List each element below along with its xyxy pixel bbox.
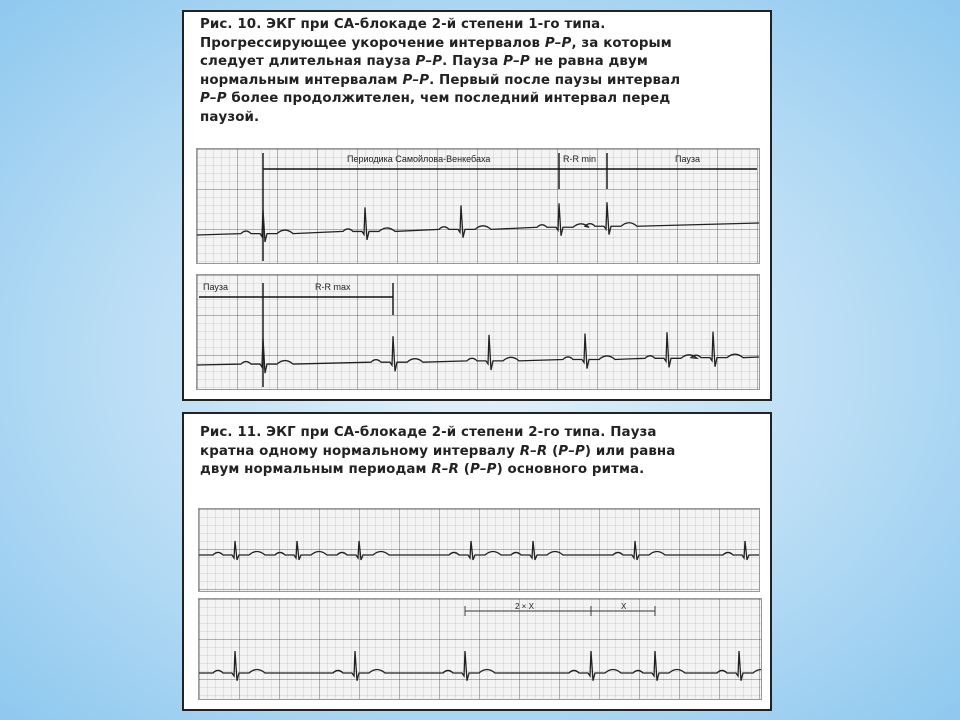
caption-text: паузой. [200,109,260,125]
caption-term: R–R [519,443,548,459]
label-pause: Пауза [203,282,229,292]
caption-term: P–P [415,54,443,69]
caption-text: двум нормальным периодам [200,462,432,477]
caption-text: ) или равна [584,443,676,459]
caption-text: не равна двум [529,54,648,69]
caption-text: следует длительная пауза [200,54,416,69]
caption-text: . Первый после паузы интервал [429,72,681,88]
caption-text: кратна одному нормальному интервалу [200,443,520,459]
label-x: X [621,602,627,611]
ecg-trace [199,651,761,681]
caption-term: P–P [503,54,530,69]
label-rr-min: R-R min [563,154,596,164]
caption-term: P–P [402,72,430,88]
ecg-strip-fig11-bottom [198,598,762,700]
figure-10-number: Рис. 10. [200,17,262,32]
label-rr-max: R-R max [315,282,351,292]
caption-text: , за которым [571,35,672,51]
figure-11-number: Рис. 11. [200,425,262,440]
figure-11-caption [200,424,756,480]
caption-text: ЭКГ при СА-блокаде 2-й степени 1-го типа. [266,17,606,32]
label-period: Периодика Самойлова-Венкебаха [347,154,491,164]
ecg-trace-svg [199,599,761,699]
caption-text: ( [547,443,559,459]
ecg-trace [199,541,759,560]
caption-term: P–P [558,443,585,459]
figure-10-caption [200,16,756,127]
ecg-strip-fig10-top [196,148,760,264]
ecg-strip-fig10-bottom [196,274,760,390]
figure-10-panel [182,10,772,401]
ecg-trace-svg [199,509,759,591]
caption-term: P–P [544,35,572,51]
caption-term: R–R [431,462,459,477]
caption-term: P–P [200,91,227,106]
ecg-strip-fig11-top [198,508,760,592]
caption-term: P–P [469,462,497,477]
ecg-trace-svg [197,149,759,263]
caption-text: ) основного ритма. [496,462,645,477]
caption-text: . Пауза [442,54,504,69]
ecg-trace [197,332,759,374]
label-two-x: 2 × X [515,602,534,611]
label-pause: Пауза [675,154,701,164]
caption-text: более продолжителен, чем последний интервал перед [226,91,671,106]
ecg-trace [197,202,759,242]
figure-11-panel [182,412,772,711]
ecg-trace-svg [197,275,759,389]
caption-text: нормальным интервалам [200,72,403,88]
caption-text: Прогрессирующее укорочение интервалов [200,35,545,51]
caption-text: ( [458,462,470,477]
caption-text: ЭКГ при СА-блокаде 2-й степени 2-го типа. Пауза [266,425,657,440]
